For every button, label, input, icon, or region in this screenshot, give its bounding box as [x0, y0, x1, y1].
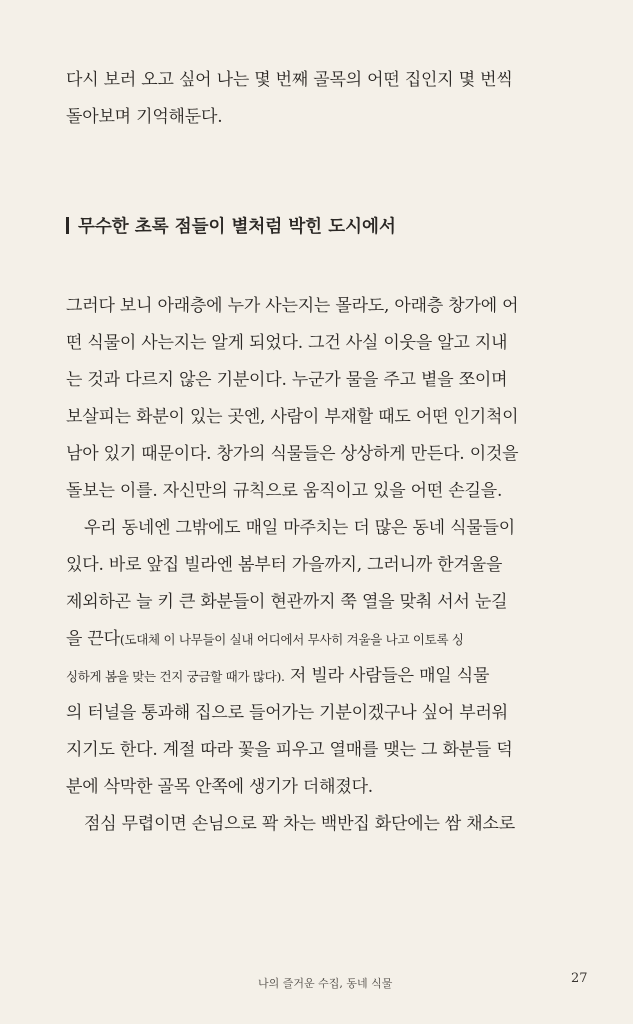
text-line: 돌보는 이를. 자신만의 규칙으로 움직이고 있을 어떤 손길을.	[66, 481, 503, 501]
section-heading	[66, 213, 396, 238]
text-line: 보살피는 화분이 있는 곳엔, 사람이 부재할 때도 어떤 인기척이	[66, 407, 519, 427]
parenthetical-note: 싱하게 봄을 맞는 건지 궁금할 때가 많다).	[66, 669, 285, 684]
text-line: 는 것과 다르지 않은 기분이다. 누군가 물을 주고 볕을 쪼이며	[66, 370, 508, 390]
text-line: 그러다 보니 아래층에 누가 사는지는 몰라도, 아래층 창가에 어	[66, 296, 519, 316]
text-line: 의 터널을 통과해 집으로 들어가는 기분이겠구나 싶어 부러워	[66, 703, 508, 723]
text-line: 지기도 한다. 계절 따라 꽃을 피우고 열매를 맺는 그 화분들 덕	[66, 740, 513, 760]
text-line: 점심 무렵이면 손님으로 꽉 차는 백반집 화단에는 쌈 채소로	[84, 814, 515, 834]
text-line: 돌아보며 기억해둔다.	[66, 107, 223, 127]
text-line-with-note	[66, 621, 588, 658]
text-line: 떤 식물이 사는지는 알게 되었다. 그건 사실 이웃을 알고 지내	[66, 333, 508, 353]
text-line: 남아 있기 때문이다. 창가의 식물들은 상상하게 만든다. 이것을	[66, 444, 519, 464]
text-line: 분에 삭막한 골목 안쪽에 생기가 더해졌다.	[66, 777, 373, 797]
heading-bar-icon	[66, 217, 69, 234]
intro-paragraph	[66, 62, 588, 136]
text-line: 다시 보러 오고 싶어 나는 몇 번째 골목의 어떤 집인지 몇 번씩	[66, 70, 513, 90]
running-footer-title: 나의 즐거운 수집, 동네 식물	[258, 977, 393, 990]
text-line: 우리 동네엔 그밖에도 매일 마주치는 더 많은 동네 식물들이	[84, 518, 515, 538]
text-segment: 저 빌라 사람들은 매일 식물	[284, 666, 490, 686]
body-text	[66, 288, 588, 843]
parenthetical-note: (도대체 이 나무들이 실내 어디에서 무사히 겨울을 나고 이토록 싱	[119, 632, 464, 647]
text-segment: 을 끈다	[66, 629, 120, 649]
text-line-with-note	[66, 658, 588, 695]
section-heading-text: 무수한 초록 점들이 별처럼 박힌 도시에서	[78, 217, 396, 237]
text-line: 있다. 바로 앞집 빌라엔 봄부터 가을까지, 그러니까 한겨울을	[66, 555, 503, 575]
text-line: 제외하곤 늘 키 큰 화분들이 현관까지 쭉 열을 맞춰 서서 눈길	[66, 592, 508, 612]
page-number: 27	[571, 971, 588, 986]
